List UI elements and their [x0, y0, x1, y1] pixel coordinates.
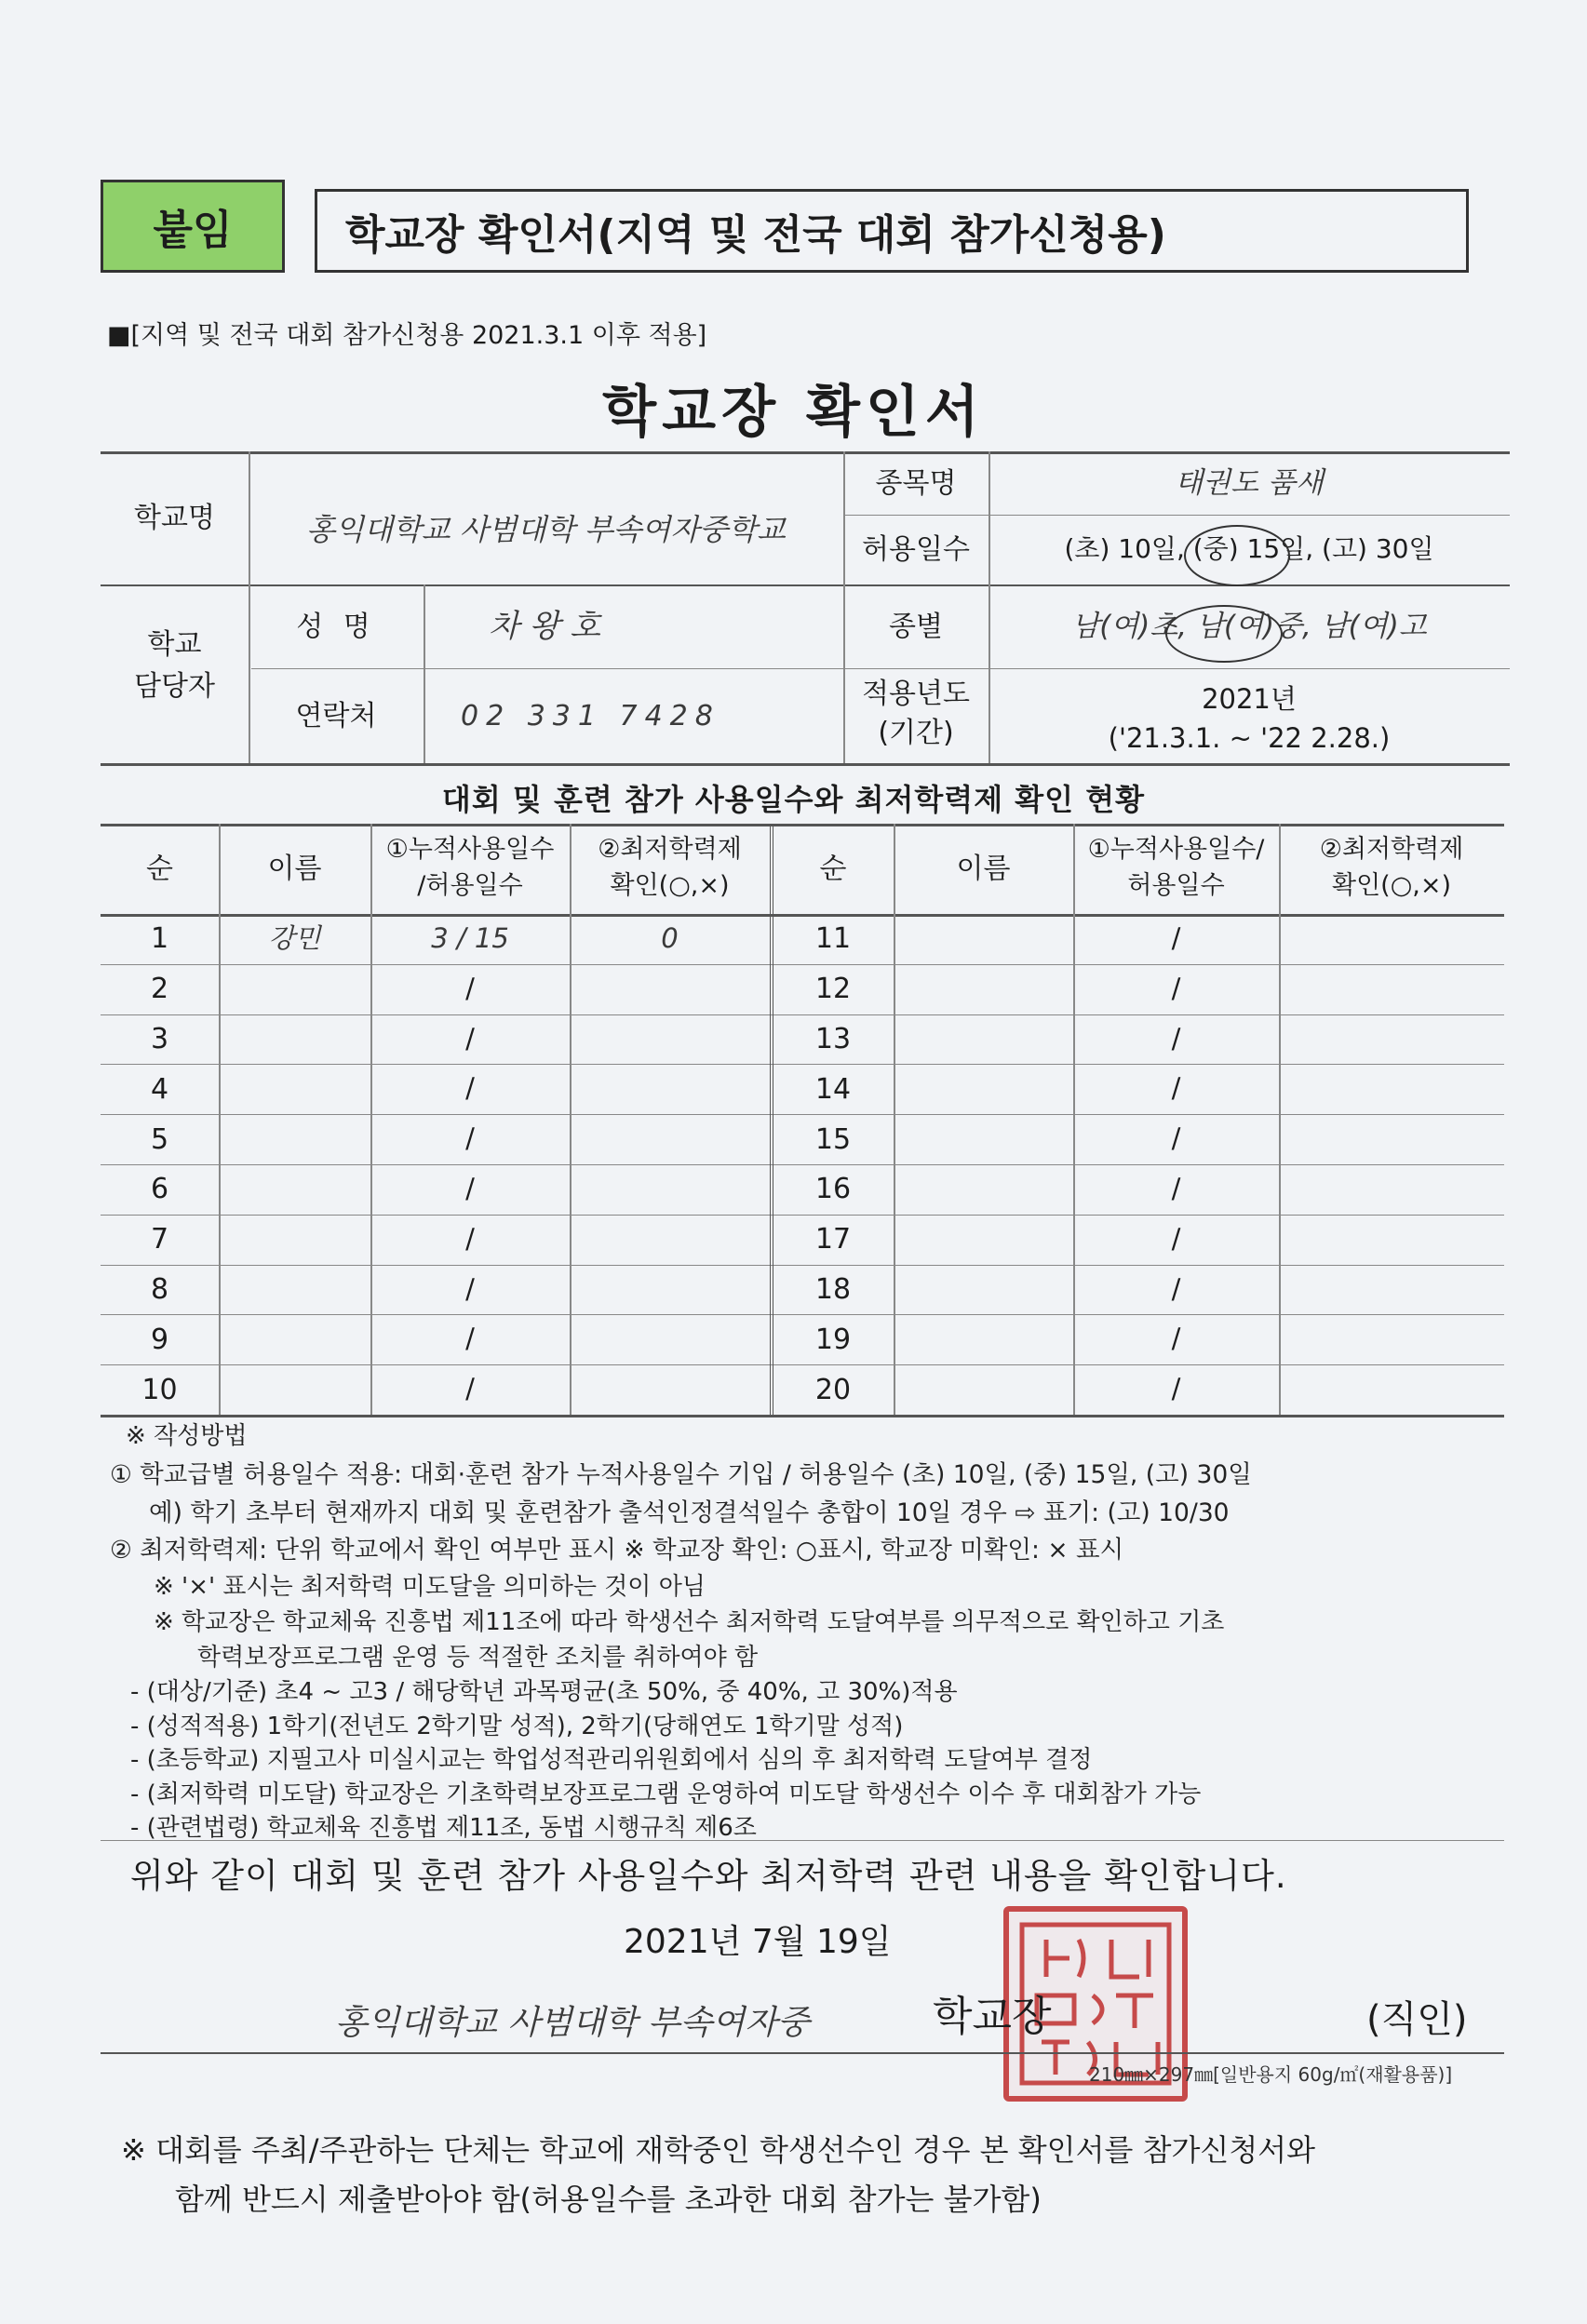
note-line: 학력보장프로그램 운영 등 적절한 조치를 취하여야 함	[197, 1644, 759, 1672]
col-header-no-left: 순	[146, 853, 173, 885]
col-header-no-right: 순	[819, 853, 847, 885]
person-name-label: 성 명	[296, 610, 376, 643]
attachment-tag	[101, 180, 285, 273]
left-cell-days: /	[465, 1222, 475, 1255]
right-cell-days: /	[1171, 1222, 1181, 1255]
sport-label: 종목명	[875, 466, 957, 500]
col-header-check-left-l2: 확인(○,×)	[610, 871, 730, 901]
note-line: - (성적적용) 1학기(전년도 2학기말 성적), 2학기(당해연도 1학기말 성적)	[130, 1713, 904, 1740]
left-cell-days: /	[465, 1323, 475, 1355]
col-header-days-right-l1: ①누적사용일수/	[1087, 835, 1265, 864]
right-cell-no: 14	[814, 1072, 852, 1106]
left-cell-name	[219, 1215, 370, 1265]
right-cell-days: /	[1171, 1022, 1181, 1055]
left-cell-days: /	[465, 1122, 475, 1155]
left-cell-name: 강민	[268, 922, 321, 955]
col-header-check-right	[1279, 831, 1504, 904]
right-cell-days: /	[1171, 1072, 1181, 1105]
right-cell-name	[894, 1215, 1073, 1265]
footer-notice-line2: 함께 반드시 제출받아야 함(허용일수를 초과한 대회 참가는 불가함)	[175, 2182, 1042, 2217]
right-cell-days: /	[1171, 972, 1181, 1004]
right-cell-days: /	[1171, 1323, 1181, 1355]
left-cell-days: /	[465, 1373, 475, 1405]
note-line: ※ 작성방법	[126, 1422, 248, 1450]
note-line: ※ '×' 표시는 최저학력 미도달을 의미하는 것이 아님	[154, 1573, 706, 1601]
right-cell-no: 19	[814, 1323, 852, 1356]
note-line: ① 학교급별 허용일수 적용: 대회·훈련 참가 누적사용일수 기입 / 허용일수 (초) 10일, (중) 15일, (고) 30일	[110, 1460, 1252, 1489]
left-cell-days: /	[465, 972, 475, 1004]
right-cell-check	[1279, 1364, 1504, 1415]
left-cell-no: 9	[150, 1323, 169, 1356]
seal-label: (직인)	[1366, 1998, 1468, 2041]
right-cell-name	[894, 964, 1073, 1014]
gender-value: 남(여)초, 남(여)중, 남(여)고	[1071, 609, 1427, 643]
left-cell-no: 2	[150, 973, 169, 1006]
left-cell-no: 4	[150, 1072, 169, 1106]
right-cell-name	[894, 1364, 1073, 1415]
col-header-check-right-l1: ②최저학력제	[1319, 835, 1464, 864]
right-cell-days: /	[1171, 1272, 1181, 1305]
right-cell-days: /	[1171, 1122, 1181, 1155]
person-name-value: 차 왕 호	[489, 607, 601, 645]
col-header-name-right: 이름	[956, 853, 1011, 885]
left-cell-days: /	[465, 1072, 475, 1105]
note-line: - (관련법령) 학교체육 진흥법 제11조, 동법 시행규칙 제6조	[130, 1814, 757, 1842]
left-cell-no: 10	[141, 1373, 178, 1406]
table-title: 대회 및 훈련 참가 사용일수와 최저학력제 확인 현황	[441, 782, 1146, 817]
col-header-days-right	[1073, 831, 1279, 904]
left-cell-name	[219, 964, 370, 1014]
paper-spec: 210㎜×297㎜[일반용지 60g/㎡(재활용품)]	[1089, 2063, 1453, 2086]
apply-year-value	[989, 679, 1510, 758]
note-line: - (대상/기준) 초4 ~ 고3 / 해당학년 과목평균(초 50%, 중 40%, 고 30%)적용	[130, 1678, 958, 1706]
school-name-label: 학교명	[134, 502, 215, 534]
left-cell-name	[219, 1314, 370, 1364]
right-cell-check	[1279, 1314, 1504, 1364]
confirm-date: 2021년 7월 19일	[624, 1923, 892, 1961]
manager-label-line1: 학교	[147, 628, 202, 661]
left-cell-check	[570, 1114, 770, 1164]
note-line: - (초등학교) 지필고사 미실시교는 학업성적관리위원회에서 심의 후 최저학력 도달여부 결정	[130, 1746, 1093, 1774]
left-cell-name	[219, 1364, 370, 1415]
contact-label: 연락처	[295, 699, 377, 732]
left-cell-no: 6	[150, 1173, 169, 1206]
right-cell-no: 12	[814, 973, 852, 1006]
right-cell-name	[894, 1014, 1073, 1065]
right-cell-check	[1279, 1064, 1504, 1114]
right-cell-name	[894, 914, 1073, 964]
right-cell-no: 11	[814, 922, 852, 956]
attachment-tag-label: 붙임	[153, 207, 233, 254]
right-cell-check	[1279, 1114, 1504, 1164]
school-name-value: 홍익대학교 사범대학 부속여자중학교	[306, 512, 786, 548]
left-cell-days: /	[465, 1272, 475, 1305]
right-cell-days: /	[1171, 1373, 1181, 1405]
apply-year-label	[843, 675, 989, 753]
middle-school-circle	[1184, 525, 1290, 586]
signer-school: 홍익대학교 사범대학 부속여자중	[335, 2004, 810, 2042]
left-cell-no: 3	[150, 1022, 169, 1055]
col-header-days-left-l2: /허용일수	[417, 871, 523, 901]
right-cell-check	[1279, 1014, 1504, 1065]
col-header-days-right-l2: 허용일수	[1127, 871, 1225, 901]
left-cell-check	[570, 1364, 770, 1415]
col-header-name-left: 이름	[267, 853, 322, 885]
left-cell-name	[219, 1014, 370, 1065]
sport-value: 태권도 품새	[1175, 465, 1324, 500]
col-header-days-left-l1: ①누적사용일수	[385, 835, 555, 864]
left-cell-check	[570, 1314, 770, 1364]
left-cell-days: 3 / 15	[431, 922, 509, 955]
left-cell-days: /	[465, 1173, 475, 1205]
note-line: ※ 학교장은 학교체육 진흥법 제11조에 따라 학생선수 최저학력 도달여부를 의무적으로 확인하고 기초	[154, 1608, 1225, 1636]
left-cell-name	[219, 1164, 370, 1215]
left-cell-check: 0	[661, 922, 679, 955]
allowed-days-value: (초) 10일, (중) 15일, (고) 30일	[1064, 533, 1434, 565]
confirmation-statement: 위와 같이 대회 및 훈련 참가 사용일수와 최저학력 관련 내용을 확인합니다.	[130, 1856, 1287, 1896]
left-cell-days: /	[465, 1022, 475, 1055]
right-cell-no: 13	[814, 1022, 852, 1055]
right-cell-days: /	[1171, 1173, 1181, 1205]
col-header-check-left-l1: ②최저학력제	[598, 835, 742, 864]
right-cell-days: /	[1171, 922, 1181, 955]
right-cell-check	[1279, 964, 1504, 1014]
left-cell-name	[219, 1265, 370, 1315]
signer-title: 학교장	[933, 1993, 1052, 2040]
right-cell-check	[1279, 1164, 1504, 1215]
left-cell-no: 7	[150, 1223, 169, 1256]
note-line: 예) 학기 초부터 현재까지 대회 및 훈련참가 출석인정결석일수 총합이 10일 경우 ⇨ 표기: (고) 10/30	[149, 1498, 1230, 1527]
left-cell-name	[219, 1064, 370, 1114]
right-cell-no: 18	[814, 1272, 852, 1306]
left-cell-check	[570, 1064, 770, 1114]
apply-year-label-line2: (기간)	[878, 717, 954, 749]
right-cell-no: 15	[814, 1122, 852, 1156]
left-cell-check	[570, 1265, 770, 1315]
left-cell-no: 5	[150, 1122, 169, 1156]
left-cell-check	[570, 1164, 770, 1215]
sub-note: ■[지역 및 전국 대회 참가신청용 2021.3.1 이후 적용]	[107, 321, 707, 350]
left-cell-check	[570, 964, 770, 1014]
header-title: 학교장 확인서(지역 및 전국 대회 참가신청용)	[345, 211, 1166, 259]
right-cell-check	[1279, 1215, 1504, 1265]
apply-year-value-line2: ('21.3.1. ~ '22 2.28.)	[1108, 722, 1391, 755]
footer-notice-line1: ※ 대회를 주최/주관하는 단체는 학교에 재학중인 학생선수인 경우 본 확인서를 참가신청서와	[121, 2132, 1316, 2168]
left-cell-name	[219, 1114, 370, 1164]
header-title-box	[315, 189, 1469, 273]
left-cell-no: 1	[150, 922, 169, 956]
col-header-check-right-l2: 확인(○,×)	[1332, 871, 1451, 901]
col-header-check-left	[570, 831, 770, 904]
right-cell-check	[1279, 1265, 1504, 1315]
middle-gender-circle	[1165, 605, 1283, 663]
document-title: 학교장 확인서	[602, 380, 985, 445]
manager-label	[101, 624, 249, 707]
right-cell-no: 16	[814, 1173, 852, 1206]
manager-label-line2: 담당자	[134, 670, 215, 703]
gender-label: 종별	[889, 610, 943, 643]
right-cell-check	[1279, 914, 1504, 964]
right-cell-no: 20	[814, 1373, 852, 1406]
apply-year-value-line1: 2021년	[1202, 683, 1297, 715]
contact-value: 02 331 7428	[461, 699, 720, 732]
col-header-days-left	[370, 831, 570, 904]
right-cell-name	[894, 1064, 1073, 1114]
left-cell-no: 8	[150, 1272, 169, 1306]
note-line: - (최저학력 미도달) 학교장은 기초학력보장프로그램 운영하여 미도달 학생선수 이수 후 대회참가 가능	[130, 1780, 1202, 1808]
allowed-days-label: 허용일수	[862, 533, 970, 566]
right-cell-name	[894, 1164, 1073, 1215]
left-cell-check	[570, 1215, 770, 1265]
note-line: ② 최저학력제: 단위 학교에서 확인 여부만 표시 ※ 학교장 확인: ○표시, 학교장 미확인: × 표시	[110, 1536, 1124, 1565]
right-cell-name	[894, 1265, 1073, 1315]
left-cell-check	[570, 1014, 770, 1065]
right-cell-no: 17	[814, 1223, 852, 1256]
right-cell-name	[894, 1314, 1073, 1364]
right-cell-name	[894, 1114, 1073, 1164]
apply-year-label-line1: 적용년도	[862, 678, 970, 710]
